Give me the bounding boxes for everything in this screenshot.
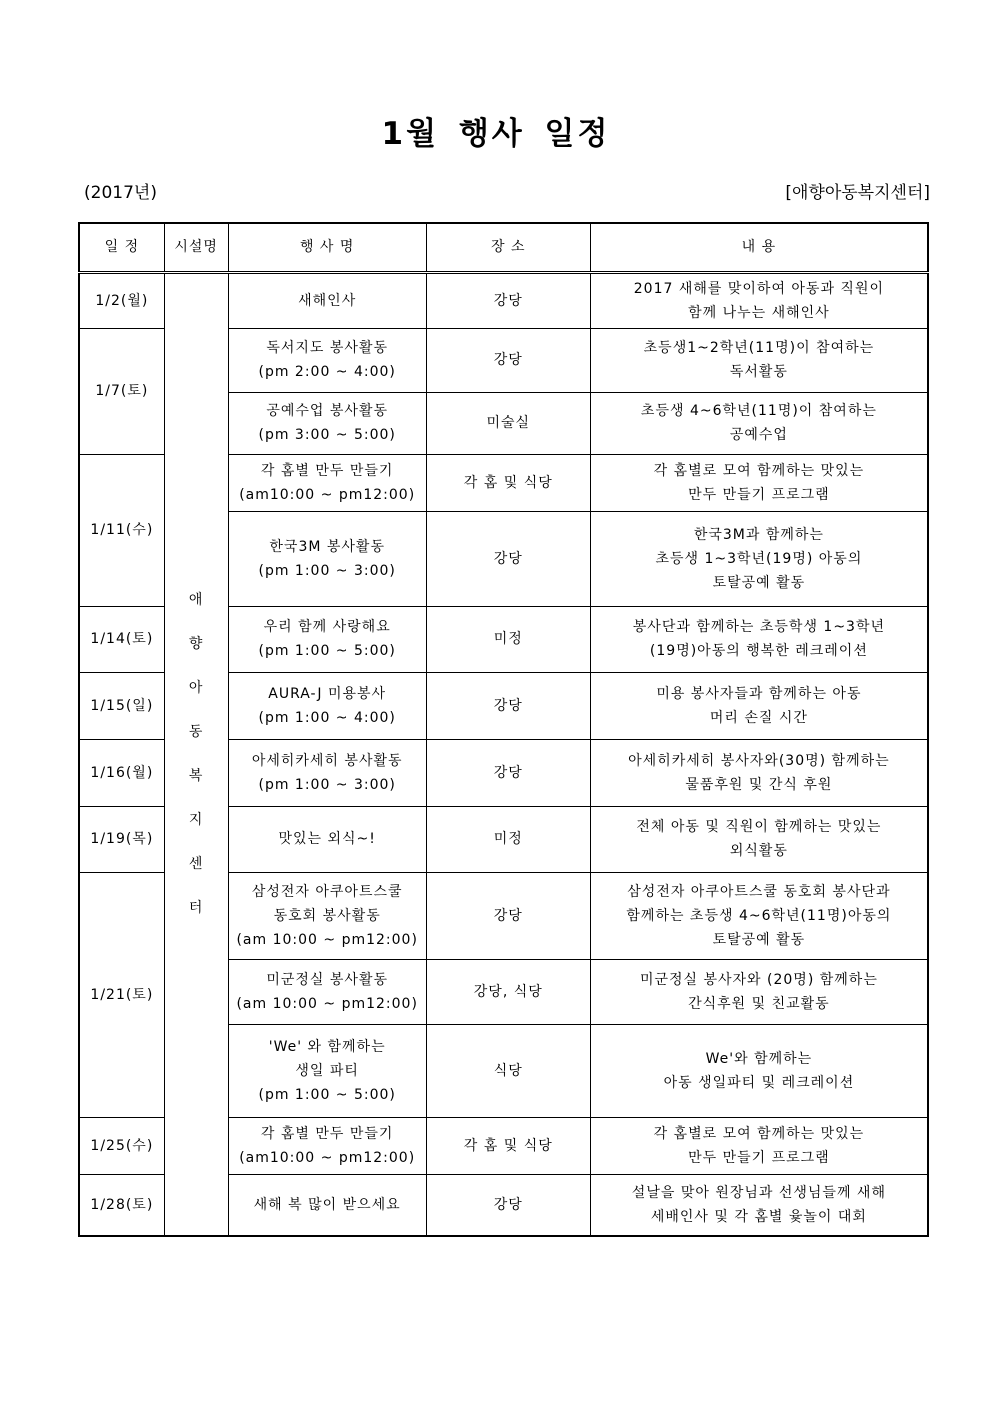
- event-cell: [228, 272, 426, 328]
- event-cell: [228, 959, 426, 1024]
- event-line: (pm 1:00 ~ 3:00): [258, 562, 396, 579]
- event-line: (pm 1:00 ~ 5:00): [258, 1086, 396, 1103]
- facility-char: 애: [188, 592, 204, 609]
- event-line: AURA-J 미용봉사: [268, 685, 387, 702]
- event-line: (am10:00 ~ pm12:00): [239, 486, 416, 503]
- event-line: (pm 2:00 ~ 4:00): [258, 364, 396, 380]
- place-cell: 식당: [426, 1024, 590, 1117]
- content-line: 봉사단과 함께하는 초등학생 1~3학년: [632, 619, 886, 635]
- header-date: 일 정: [79, 223, 164, 272]
- event-line: 독서지도 봉사활동: [266, 340, 389, 356]
- content-line: 전체 아동 및 직원이 함께하는 맛있는: [636, 819, 882, 835]
- content-line: We'와 함께하는: [705, 1050, 813, 1067]
- place-cell: 각 홈 및 식당: [426, 1117, 590, 1174]
- event-line: 공예수업 봉사활동: [266, 403, 389, 419]
- place-cell: 강당: [426, 328, 590, 392]
- date-cell: 1/7(토): [79, 328, 164, 454]
- content-line: 초등생1~2학년(11명)이 참여하는: [643, 340, 875, 356]
- event-line: 각 홈별 만두 만들기: [260, 1125, 394, 1142]
- place-cell: 강당: [426, 672, 590, 739]
- content-cell: [590, 392, 928, 454]
- facility-char: 복: [188, 768, 204, 785]
- facility-char: 동: [188, 724, 204, 741]
- header-content: 내 용: [590, 223, 928, 272]
- content-line: 머리 손질 시간: [709, 709, 808, 726]
- event-line: 각 홈별 만두 만들기: [260, 462, 394, 479]
- content-cell: [590, 511, 928, 606]
- event-line: 한국3M 봉사활동: [269, 538, 385, 555]
- content-line: 만두 만들기 프로그램: [688, 1149, 830, 1166]
- event-cell: [228, 1117, 426, 1174]
- content-cell: [590, 328, 928, 392]
- place-cell: 강당: [426, 739, 590, 806]
- date-cell: 1/15(일): [79, 672, 164, 739]
- event-cell: [228, 392, 426, 454]
- event-line: 맛있는 외식~!: [278, 831, 376, 847]
- schedule-table: [78, 222, 929, 1237]
- place-cell: 강당: [426, 511, 590, 606]
- content-cell: [590, 1174, 928, 1236]
- date-cell: 1/11(수): [79, 454, 164, 606]
- content-cell: [590, 959, 928, 1024]
- event-cell: [228, 454, 426, 511]
- date-cell: 1/19(목): [79, 806, 164, 872]
- content-cell: [590, 606, 928, 672]
- content-cell: [590, 454, 928, 511]
- event-cell: [228, 872, 426, 959]
- content-line: 물품후원 및 간식 후원: [685, 776, 833, 793]
- place-cell: 강당: [426, 872, 590, 959]
- content-line: 공예수업: [729, 427, 788, 443]
- content-cell: [590, 739, 928, 806]
- header-event: 행 사 명: [228, 223, 426, 272]
- place-cell: 강당, 식당: [426, 959, 590, 1024]
- content-line: 미용 봉사자들과 함께하는 아동: [656, 685, 862, 702]
- date-cell: 1/2(월): [79, 272, 164, 328]
- content-cell: [590, 1024, 928, 1117]
- content-line: 토탈공예 활동: [712, 574, 806, 591]
- content-line: 외식활동: [729, 843, 788, 859]
- content-line: 토탈공예 활동: [712, 931, 806, 948]
- event-line: 새해 복 많이 받으세요: [253, 1196, 401, 1213]
- header-row: [79, 223, 928, 272]
- content-line: 각 홈별로 모여 함께하는 맛있는: [653, 1125, 865, 1142]
- event-line: 새해인사: [298, 292, 357, 309]
- event-line: (am 10:00 ~ pm12:00): [236, 995, 418, 1012]
- facility-char: 터: [188, 900, 204, 917]
- content-cell: [590, 872, 928, 959]
- place-cell: 강당: [426, 1174, 590, 1236]
- header-place: 장 소: [426, 223, 590, 272]
- event-line: 생일 파티: [295, 1062, 359, 1079]
- content-line: 만두 만들기 프로그램: [688, 486, 830, 503]
- event-line: (am 10:00 ~ pm12:00): [236, 931, 418, 948]
- content-cell: [590, 272, 928, 328]
- content-line: 각 홈별로 모여 함께하는 맛있는: [653, 462, 865, 479]
- facility-char: 센: [188, 856, 204, 873]
- content-cell: [590, 806, 928, 872]
- event-cell: [228, 739, 426, 806]
- content-line: 함께 나누는 새해인사: [688, 304, 830, 321]
- facility-char: 지: [188, 812, 204, 829]
- event-line: 미군정실 봉사활동: [266, 971, 389, 988]
- date-cell: 1/21(토): [79, 872, 164, 1117]
- event-cell: [228, 1174, 426, 1236]
- content-line: 삼성전자 아쿠아트스쿨 동호회 봉사단과: [627, 883, 891, 900]
- place-cell: 미술실: [426, 392, 590, 454]
- content-line: 함께하는 초등생 4~6학년(11명)아동의: [626, 907, 892, 924]
- content-line: 초등생 4~6학년(11명)이 참여하는: [640, 403, 877, 419]
- date-cell: 1/16(월): [79, 739, 164, 806]
- event-cell: [228, 672, 426, 739]
- event-line: 아세히카세히 봉사활동: [251, 752, 403, 769]
- event-line: 'We' 와 함께하는: [268, 1038, 386, 1055]
- content-cell: [590, 672, 928, 739]
- event-line: (am10:00 ~ pm12:00): [239, 1149, 416, 1166]
- table-row: [79, 272, 928, 328]
- place-cell: 미정: [426, 806, 590, 872]
- header-facility: 시설명: [164, 223, 228, 272]
- content-line: 미군정실 봉사자와 (20명) 함께하는: [639, 971, 878, 988]
- event-line: 동호회 봉사활동: [273, 907, 381, 924]
- content-line: 독서활동: [729, 364, 788, 380]
- event-cell: [228, 328, 426, 392]
- place-cell: 강당: [426, 272, 590, 328]
- content-cell: [590, 1117, 928, 1174]
- facility-cell: [164, 272, 228, 1236]
- content-line: 2017 새해를 맞이하여 아동과 직원이: [633, 280, 885, 297]
- place-cell: 미정: [426, 606, 590, 672]
- facility-char: 향: [188, 636, 204, 653]
- event-cell: [228, 606, 426, 672]
- content-line: 초등생 1~3학년(19명) 아동의: [655, 550, 863, 567]
- organization-label: [애향아동복지센터]: [785, 183, 930, 203]
- content-line: 간식후원 및 친교활동: [688, 995, 830, 1012]
- event-line: (pm 1:00 ~ 3:00): [258, 776, 396, 793]
- event-line: (pm 3:00 ~ 5:00): [258, 427, 396, 443]
- event-line: 삼성전자 아쿠아트스쿨: [251, 883, 403, 900]
- event-cell: [228, 1024, 426, 1117]
- content-line: 아동 생일파티 및 레크레이션: [663, 1074, 855, 1091]
- page-title: 1월 행사 일정: [381, 116, 611, 152]
- date-cell: 1/14(토): [79, 606, 164, 672]
- date-cell: 1/25(수): [79, 1117, 164, 1174]
- event-line: (pm 1:00 ~ 4:00): [258, 709, 396, 726]
- content-line: (19명)아동의 행복한 레크레이션: [649, 643, 868, 659]
- content-line: 설날을 맞아 원장님과 선생님들께 새해: [631, 1184, 886, 1201]
- facility-char: 아: [188, 680, 204, 697]
- event-line: (pm 1:00 ~ 5:00): [258, 643, 396, 659]
- event-cell: [228, 511, 426, 606]
- date-cell: 1/28(토): [79, 1174, 164, 1236]
- content-line: 한국3M과 함께하는: [693, 526, 824, 543]
- content-line: 아세히카세히 봉사자와(30명) 함께하는: [628, 752, 890, 769]
- content-line: 세배인사 및 각 홈별 윷놀이 대회: [650, 1208, 867, 1225]
- year-label: (2017년): [84, 183, 157, 203]
- place-cell: 각 홈 및 식당: [426, 454, 590, 511]
- event-cell: [228, 806, 426, 872]
- event-line: 우리 함께 사랑해요: [263, 619, 391, 635]
